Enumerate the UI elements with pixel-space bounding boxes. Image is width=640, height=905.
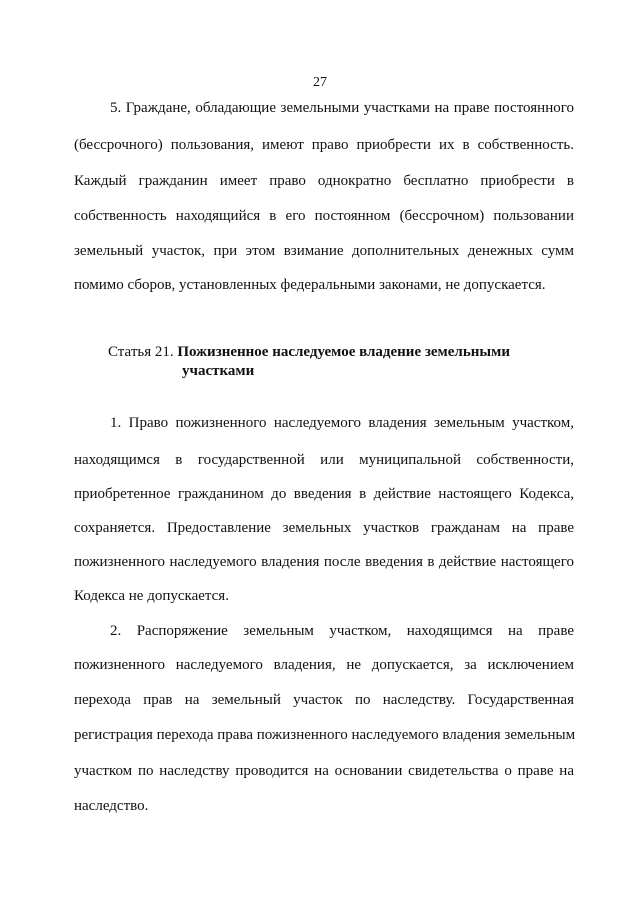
paragraph-line: Каждый гражданин имеет право однократно бесплатно приобрести в [74, 173, 574, 189]
paragraph-line: 5. Граждане, обладающие земельными участками на праве постоянного [110, 100, 574, 116]
article-title-continued: участками [182, 363, 255, 379]
paragraph-line: помимо сборов, установленных федеральными законами, не допускается. [74, 277, 546, 293]
paragraph-line: земельный участок, при этом взимание дополнительных денежных сумм [74, 243, 574, 259]
paragraph-line: наследство. [74, 798, 149, 814]
paragraph-line: находящимся в государственной или муниципальной собственности, [74, 452, 574, 468]
paragraph-line: 2. Распоряжение земельным участком, находящимся на праве [110, 623, 574, 639]
paragraph-line: регистрация перехода права пожизненного наследуемого владения земельным [74, 727, 576, 743]
paragraph-line: приобретенное гражданином до введения в действие настоящего Кодекса, [74, 486, 574, 502]
page-number: 27 [313, 75, 327, 90]
paragraph-line: перехода прав на земельный участок по наследству. Государственная [74, 692, 574, 708]
paragraph-line: участком по наследству проводится на основании свидетельства о праве на [74, 763, 574, 779]
article-heading [108, 343, 578, 381]
paragraph-line: 1. Право пожизненного наследуемого владения земельным участком, [110, 415, 574, 431]
paragraph-line: (бессрочного) пользования, имеют право приобрести их в собственность. [74, 137, 574, 153]
article-number: Статья 21. [108, 344, 174, 360]
paragraph-line: пожизненного наследуемого владения, не допускается, за исключением [74, 657, 574, 673]
paragraph-line: собственность находящийся в его постоянном (бессрочном) пользовании [74, 208, 574, 224]
paragraph-line: Кодекса не допускается. [74, 588, 229, 604]
paragraph-line: сохраняется. Предоставление земельных участков гражданам на праве [74, 520, 574, 536]
paragraph-line: пожизненного наследуемого владения после введения в действие настоящего [74, 554, 574, 570]
article-title: Пожизненное наследуемое владение земельными [177, 344, 510, 360]
